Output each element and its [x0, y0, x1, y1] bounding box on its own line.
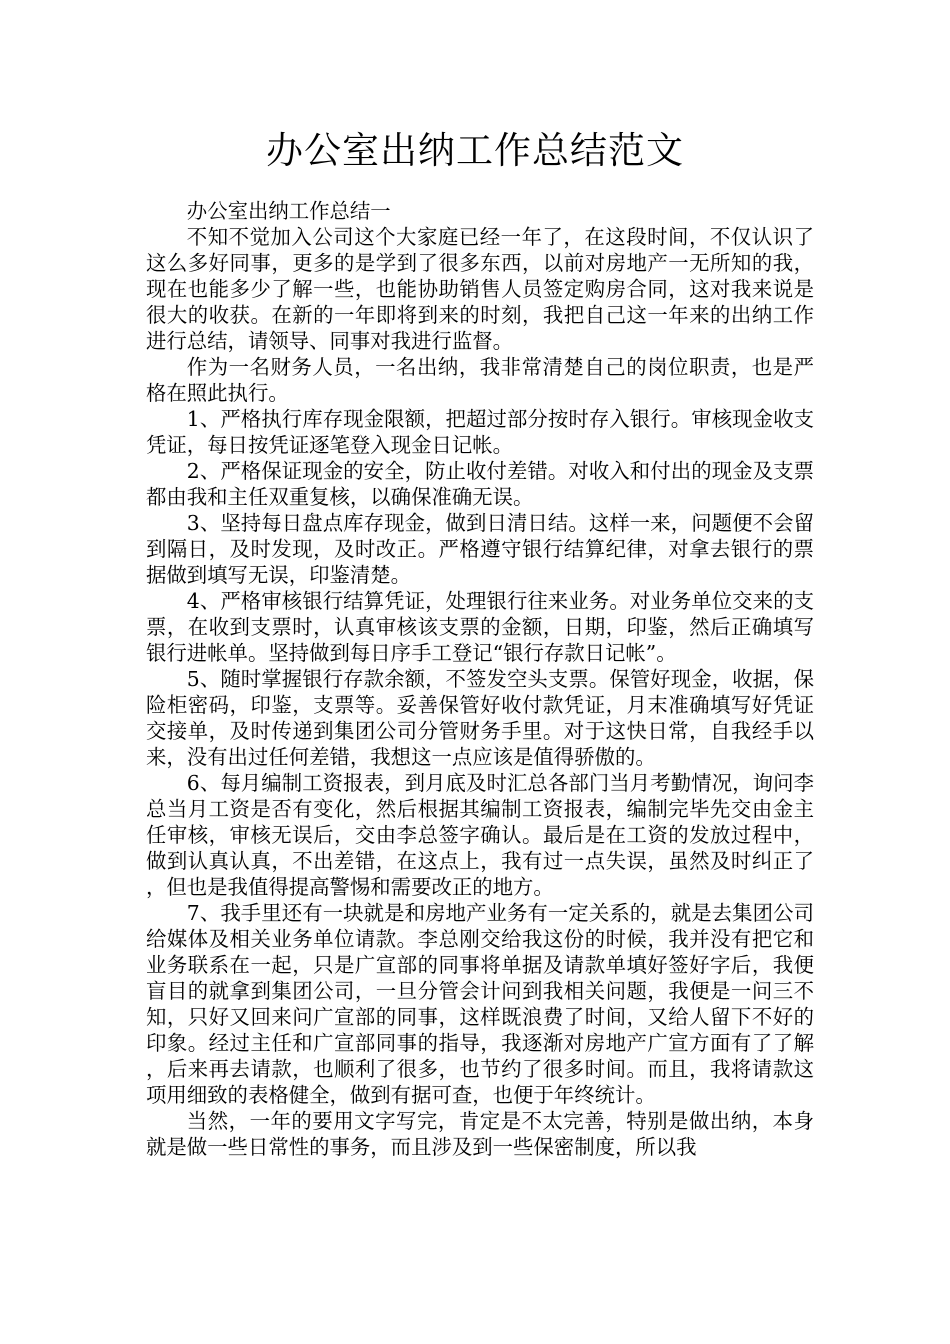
paragraph: 7、我手里还有一块就是和房地产业务有一定关系的，就是去集团公司给媒体及相关业务单位请款。李总刚交给我这份的时候，我并没有把它和业务联系在一起，只是广宣部的同事将单据及请款单填好签好字后，我便盲目的就拿到集团公司，一旦分管会计问到我相关问题，我便是一问三不知，只好又回来问广宣部的同事，这样既浪费了时间，又给人留下不好的印象。经过主任和广宣部同事的指导，我逐渐对房地产广宣方面有了了解，后来再去请款，也顺利了很多，也节约了很多时间。而且，我将请款这项用细致的表格健全，做到有据可查，也便于年终统计。 — [146, 901, 814, 1107]
paragraph: 不知不觉加入公司这个大家庭已经一年了，在这段时间，不仅认识了这么多好同事，更多的是学到了很多东西，以前对房地产一无所知的我，现在也能多少了解一些，也能协助销售人员签定购房合同，这对我来说是很大的收获。在新的一年即将到来的时刻，我把自己这一年来的出纳工作进行总结，请领导、同事对我进行监督。 — [146, 225, 814, 353]
paragraph: 1、严格执行库存现金限额，把超过部分按时存入银行。审核现金收支凭证，每日按凭证逐笔登入现金日记帐。 — [146, 407, 814, 457]
paragraph: 5、随时掌握银行存款余额，不签发空头支票。保管好现金，收据，保险柜密码，印鉴，支票等。妥善保管好收付款凭证，月末准确填写好凭证交接单，及时传递到集团公司分管财务手里。对于这快日常，自我经手以来，没有出过任何差错，我想这一点应该是值得骄傲的。 — [146, 667, 814, 769]
paragraph: 3、坚持每日盘点库存现金，做到日清日结。这样一来，问题便不会留到隔日，及时发现，及时改正。严格遵守银行结算纪律，对拿去银行的票据做到填写无误，印鉴清楚。 — [146, 511, 814, 587]
paragraph: 4、严格审核银行结算凭证，处理银行往来业务。对业务单位交来的支票，在收到支票时，认真审核该支票的金额，日期，印鉴，然后正确填写银行进帐单。坚持做到每日序手工登记“银行存款日记帐”。 — [146, 589, 814, 665]
section-heading: 办公室出纳工作总结一 — [186, 199, 391, 223]
document-body — [146, 198, 814, 1160]
page-title: 办公室出纳工作总结范文 — [266, 129, 684, 172]
paragraph: 6、每月编制工资报表，到月底及时汇总各部门当月考勤情况，询问李总当月工资是否有变化，然后根据其编制工资报表，编制完毕先交由金主任审核，审核无误后，交由李总签字确认。最后是在工资的发放过程中，做到认真认真，不出差错，在这点上，我有过一点失误，虽然及时纠正了，但也是我值得提高警惕和需要改正的地方。 — [146, 771, 814, 899]
paragraph: 作为一名财务人员，一名出纳，我非常清楚自己的岗位职责，也是严格在照此执行。 — [146, 355, 814, 405]
paragraph: 2、严格保证现金的安全，防止收付差错。对收入和付出的现金及支票都由我和主任双重复核，以确保准确无误。 — [146, 459, 814, 509]
paragraph: 当然，一年的要用文字写完，肯定是不太完善，特别是做出纳，本身就是做一些日常性的事务，而且涉及到一些保密制度，所以我 — [146, 1109, 814, 1159]
